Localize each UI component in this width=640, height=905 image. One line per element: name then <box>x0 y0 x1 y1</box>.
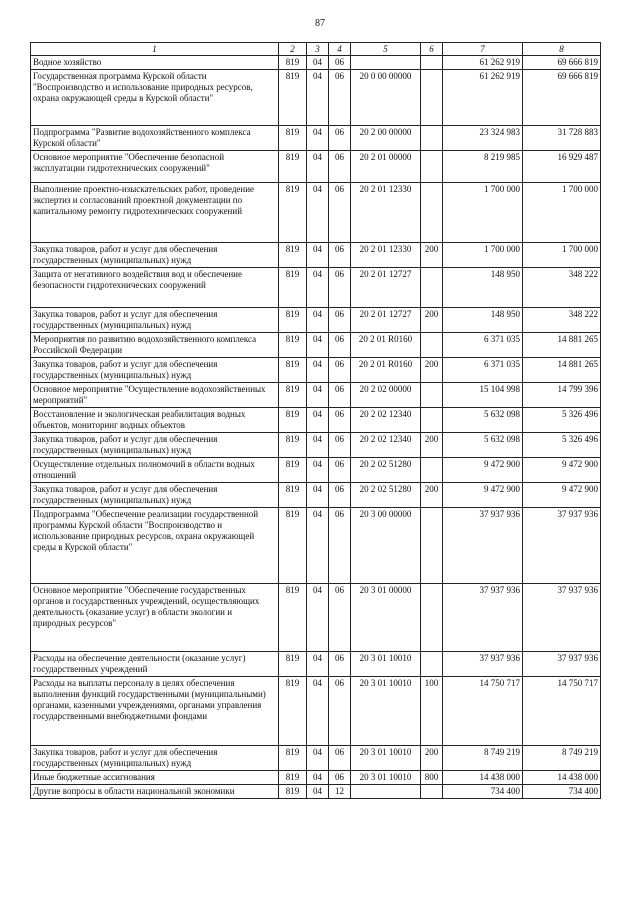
cell-target-article: 20 3 01 10010 <box>351 652 421 677</box>
cell-amount-year-1: 61 262 919 <box>443 56 523 70</box>
column-header: 8 <box>523 43 601 56</box>
cell-expense-type: 800 <box>421 771 443 785</box>
cell-amount-year-2: 734 400 <box>523 785 601 799</box>
cell-amount-year-2: 16 929 487 <box>523 151 601 183</box>
cell-section-code: 04 <box>307 243 329 268</box>
table-row <box>31 408 601 433</box>
cell-amount-year-1: 148 950 <box>443 308 523 333</box>
cell-expense-type <box>421 584 443 652</box>
cell-section-code: 04 <box>307 126 329 151</box>
cell-subsection-code: 06 <box>329 584 351 652</box>
cell-subsection-code: 06 <box>329 151 351 183</box>
cell-section-code: 04 <box>307 56 329 70</box>
cell-target-article <box>351 785 421 799</box>
cell-amount-year-1: 5 632 098 <box>443 408 523 433</box>
cell-ministry-code: 819 <box>279 433 307 458</box>
cell-expense-type <box>421 151 443 183</box>
cell-amount-year-1: 37 937 936 <box>443 652 523 677</box>
cell-section-code: 04 <box>307 652 329 677</box>
table-body <box>31 56 601 799</box>
cell-expense-type <box>421 508 443 584</box>
cell-section-code: 04 <box>307 584 329 652</box>
table-row <box>31 771 601 785</box>
cell-name: Основное мероприятие "Обеспечение безопасной эксплуатации гидротехнических сооружений" <box>31 151 279 183</box>
cell-amount-year-2: 5 326 496 <box>523 433 601 458</box>
cell-expense-type: 200 <box>421 483 443 508</box>
cell-section-code: 04 <box>307 183 329 243</box>
cell-amount-year-2: 37 937 936 <box>523 584 601 652</box>
table-row <box>31 243 601 268</box>
cell-amount-year-2: 1 700 000 <box>523 243 601 268</box>
cell-amount-year-1: 15 104 998 <box>443 383 523 408</box>
cell-amount-year-1: 14 438 000 <box>443 771 523 785</box>
cell-section-code: 04 <box>307 408 329 433</box>
cell-target-article: 20 3 01 10010 <box>351 677 421 746</box>
cell-section-code: 04 <box>307 746 329 771</box>
cell-subsection-code: 06 <box>329 746 351 771</box>
cell-name: Осуществление отдельных полномочий в области водных отношений <box>31 458 279 483</box>
cell-amount-year-2: 14 438 000 <box>523 771 601 785</box>
cell-subsection-code: 06 <box>329 652 351 677</box>
cell-ministry-code: 819 <box>279 508 307 584</box>
cell-target-article: 20 3 01 10010 <box>351 771 421 785</box>
cell-target-article: 20 2 02 51280 <box>351 458 421 483</box>
table-row <box>31 151 601 183</box>
cell-target-article <box>351 56 421 70</box>
cell-amount-year-2: 37 937 936 <box>523 652 601 677</box>
cell-ministry-code: 819 <box>279 677 307 746</box>
table-row <box>31 677 601 746</box>
cell-target-article: 20 3 01 00000 <box>351 584 421 652</box>
cell-subsection-code: 06 <box>329 433 351 458</box>
cell-amount-year-2: 69 666 819 <box>523 56 601 70</box>
cell-subsection-code: 06 <box>329 70 351 126</box>
cell-name: Закупка товаров, работ и услуг для обеспечения государственных (муниципальных) нужд <box>31 483 279 508</box>
cell-target-article: 20 2 02 12340 <box>351 433 421 458</box>
cell-ministry-code: 819 <box>279 408 307 433</box>
cell-subsection-code: 06 <box>329 308 351 333</box>
cell-amount-year-2: 31 728 883 <box>523 126 601 151</box>
cell-subsection-code: 06 <box>329 126 351 151</box>
cell-ministry-code: 819 <box>279 785 307 799</box>
cell-name: Мероприятия по развитию водохозяйственного комплекса Российской Федерации <box>31 333 279 358</box>
cell-amount-year-2: 5 326 496 <box>523 408 601 433</box>
cell-ministry-code: 819 <box>279 151 307 183</box>
cell-expense-type <box>421 268 443 308</box>
cell-subsection-code: 06 <box>329 333 351 358</box>
cell-amount-year-2: 9 472 900 <box>523 483 601 508</box>
cell-section-code: 04 <box>307 508 329 584</box>
table-row <box>31 333 601 358</box>
cell-expense-type: 100 <box>421 677 443 746</box>
table-row <box>31 268 601 308</box>
table-row <box>31 383 601 408</box>
cell-expense-type <box>421 652 443 677</box>
cell-amount-year-1: 1 700 000 <box>443 243 523 268</box>
cell-name: Водное хозяйство <box>31 56 279 70</box>
cell-ministry-code: 819 <box>279 268 307 308</box>
cell-amount-year-2: 9 472 900 <box>523 458 601 483</box>
cell-expense-type <box>421 183 443 243</box>
cell-amount-year-1: 9 472 900 <box>443 458 523 483</box>
table-row <box>31 508 601 584</box>
table-row <box>31 785 601 799</box>
column-header: 1 <box>31 43 279 56</box>
cell-expense-type: 200 <box>421 358 443 383</box>
cell-target-article: 20 2 01 12727 <box>351 308 421 333</box>
cell-ministry-code: 819 <box>279 243 307 268</box>
cell-amount-year-1: 5 632 098 <box>443 433 523 458</box>
cell-amount-year-2: 14 881 265 <box>523 333 601 358</box>
cell-expense-type <box>421 333 443 358</box>
cell-target-article: 20 2 01 12727 <box>351 268 421 308</box>
cell-subsection-code: 06 <box>329 458 351 483</box>
cell-name: Закупка товаров, работ и услуг для обеспечения государственных (муниципальных) нужд <box>31 433 279 458</box>
cell-section-code: 04 <box>307 677 329 746</box>
table-row <box>31 652 601 677</box>
cell-target-article: 20 0 00 00000 <box>351 70 421 126</box>
cell-name: Иные бюджетные ассигнования <box>31 771 279 785</box>
cell-amount-year-2: 69 666 819 <box>523 70 601 126</box>
cell-section-code: 04 <box>307 771 329 785</box>
cell-subsection-code: 06 <box>329 408 351 433</box>
cell-target-article: 20 2 01 R0160 <box>351 358 421 383</box>
table-row <box>31 183 601 243</box>
cell-subsection-code: 06 <box>329 677 351 746</box>
cell-amount-year-1: 14 750 717 <box>443 677 523 746</box>
cell-expense-type <box>421 70 443 126</box>
budget-table <box>30 42 601 799</box>
cell-subsection-code: 06 <box>329 508 351 584</box>
cell-section-code: 04 <box>307 70 329 126</box>
table-header-row <box>31 43 601 56</box>
cell-subsection-code: 06 <box>329 771 351 785</box>
cell-ministry-code: 819 <box>279 183 307 243</box>
cell-subsection-code: 06 <box>329 483 351 508</box>
page-number: 87 <box>315 18 325 29</box>
cell-amount-year-1: 148 950 <box>443 268 523 308</box>
cell-expense-type <box>421 56 443 70</box>
cell-ministry-code: 819 <box>279 458 307 483</box>
cell-section-code: 04 <box>307 383 329 408</box>
cell-amount-year-1: 6 371 035 <box>443 333 523 358</box>
cell-section-code: 04 <box>307 785 329 799</box>
cell-expense-type <box>421 785 443 799</box>
cell-amount-year-1: 37 937 936 <box>443 584 523 652</box>
cell-name: Выполнение проектно-изыскательских работ, проведение экспертиз и согласований проектной документации по капитальному ремонту гидротехнических сооружений <box>31 183 279 243</box>
cell-amount-year-2: 37 937 936 <box>523 508 601 584</box>
cell-name: Подпрограмма "Развитие водохозяйственного комплекса Курской области" <box>31 126 279 151</box>
cell-name: Основное мероприятие "Осуществление водохозяйственных мероприятий" <box>31 383 279 408</box>
cell-ministry-code: 819 <box>279 771 307 785</box>
cell-target-article: 20 3 01 10010 <box>351 746 421 771</box>
cell-amount-year-2: 14 799 396 <box>523 383 601 408</box>
cell-ministry-code: 819 <box>279 383 307 408</box>
cell-amount-year-2: 14 881 265 <box>523 358 601 383</box>
column-header: 7 <box>443 43 523 56</box>
cell-subsection-code: 06 <box>329 383 351 408</box>
cell-target-article: 20 2 02 00000 <box>351 383 421 408</box>
table-row <box>31 56 601 70</box>
column-header: 3 <box>307 43 329 56</box>
table-row <box>31 458 601 483</box>
cell-ministry-code: 819 <box>279 308 307 333</box>
cell-amount-year-1: 61 262 919 <box>443 70 523 126</box>
cell-expense-type: 200 <box>421 308 443 333</box>
cell-ministry-code: 819 <box>279 70 307 126</box>
cell-amount-year-1: 8 749 219 <box>443 746 523 771</box>
cell-amount-year-2: 8 749 219 <box>523 746 601 771</box>
cell-amount-year-1: 734 400 <box>443 785 523 799</box>
cell-name: Закупка товаров, работ и услуг для обеспечения государственных (муниципальных) нужд <box>31 746 279 771</box>
cell-name: Восстановление и экологическая реабилитация водных объектов, мониторинг водных объектов <box>31 408 279 433</box>
cell-name: Основное мероприятие "Обеспечение государственных органов и государственных учреждений, осуществляющих деятельность (оказание услуг) в области экологии и природных ресурсов" <box>31 584 279 652</box>
cell-expense-type: 200 <box>421 243 443 268</box>
table-row <box>31 584 601 652</box>
cell-section-code: 04 <box>307 333 329 358</box>
cell-subsection-code: 06 <box>329 56 351 70</box>
column-header: 6 <box>421 43 443 56</box>
cell-ministry-code: 819 <box>279 126 307 151</box>
cell-name: Защита от негативного воздействия вод и обеспечение безопасности гидротехнических сооружений <box>31 268 279 308</box>
column-header: 5 <box>351 43 421 56</box>
cell-name: Закупка товаров, работ и услуг для обеспечения государственных (муниципальных) нужд <box>31 358 279 383</box>
cell-name: Расходы на обеспечение деятельности (оказание услуг) государственных учреждений <box>31 652 279 677</box>
cell-name: Закупка товаров, работ и услуг для обеспечения государственных (муниципальных) нужд <box>31 308 279 333</box>
cell-expense-type: 200 <box>421 433 443 458</box>
cell-name: Другие вопросы в области национальной экономики <box>31 785 279 799</box>
cell-ministry-code: 819 <box>279 652 307 677</box>
cell-ministry-code: 819 <box>279 358 307 383</box>
cell-subsection-code: 06 <box>329 268 351 308</box>
table-row <box>31 126 601 151</box>
cell-target-article: 20 3 00 00000 <box>351 508 421 584</box>
cell-section-code: 04 <box>307 483 329 508</box>
cell-section-code: 04 <box>307 433 329 458</box>
cell-subsection-code: 06 <box>329 183 351 243</box>
cell-amount-year-2: 14 750 717 <box>523 677 601 746</box>
table-row <box>31 433 601 458</box>
table-row <box>31 358 601 383</box>
cell-amount-year-1: 6 371 035 <box>443 358 523 383</box>
cell-expense-type <box>421 383 443 408</box>
cell-target-article: 20 2 02 12340 <box>351 408 421 433</box>
cell-amount-year-1: 23 324 983 <box>443 126 523 151</box>
cell-target-article: 20 2 02 51280 <box>351 483 421 508</box>
cell-expense-type <box>421 458 443 483</box>
column-header: 4 <box>329 43 351 56</box>
cell-ministry-code: 819 <box>279 56 307 70</box>
cell-name: Государственная программа Курской области "Воспроизводство и использование природных ресурсов, охрана окружающей среды в Курской области" <box>31 70 279 126</box>
cell-amount-year-1: 1 700 000 <box>443 183 523 243</box>
cell-subsection-code: 06 <box>329 243 351 268</box>
cell-ministry-code: 819 <box>279 584 307 652</box>
cell-amount-year-2: 348 222 <box>523 268 601 308</box>
cell-name: Закупка товаров, работ и услуг для обеспечения государственных (муниципальных) нужд <box>31 243 279 268</box>
cell-ministry-code: 819 <box>279 483 307 508</box>
cell-amount-year-1: 9 472 900 <box>443 483 523 508</box>
cell-amount-year-1: 37 937 936 <box>443 508 523 584</box>
cell-ministry-code: 819 <box>279 746 307 771</box>
cell-target-article: 20 2 00 00000 <box>351 126 421 151</box>
table-row <box>31 746 601 771</box>
cell-section-code: 04 <box>307 458 329 483</box>
cell-section-code: 04 <box>307 151 329 183</box>
cell-amount-year-1: 8 219 985 <box>443 151 523 183</box>
cell-ministry-code: 819 <box>279 333 307 358</box>
cell-section-code: 04 <box>307 358 329 383</box>
cell-target-article: 20 2 01 00000 <box>351 151 421 183</box>
table-row <box>31 70 601 126</box>
cell-section-code: 04 <box>307 268 329 308</box>
table-row <box>31 483 601 508</box>
cell-subsection-code: 06 <box>329 358 351 383</box>
cell-name: Подпрограмма "Обеспечение реализации государственной программы Курской области "Воспроизводство и использование природных ресурсов, охрана окружающей среды в Курской области" <box>31 508 279 584</box>
column-header: 2 <box>279 43 307 56</box>
cell-amount-year-2: 1 700 000 <box>523 183 601 243</box>
cell-expense-type <box>421 408 443 433</box>
cell-target-article: 20 2 01 R0160 <box>351 333 421 358</box>
cell-amount-year-2: 348 222 <box>523 308 601 333</box>
cell-expense-type: 200 <box>421 746 443 771</box>
table-row <box>31 308 601 333</box>
cell-target-article: 20 2 01 12330 <box>351 183 421 243</box>
cell-subsection-code: 12 <box>329 785 351 799</box>
cell-section-code: 04 <box>307 308 329 333</box>
cell-name: Расходы на выплаты персоналу в целях обеспечения выполнения функций государственными (муниципальными) органами, казенными учреждениями, органами управления государственными внебюджетными фондами <box>31 677 279 746</box>
cell-target-article: 20 2 01 12330 <box>351 243 421 268</box>
cell-expense-type <box>421 126 443 151</box>
